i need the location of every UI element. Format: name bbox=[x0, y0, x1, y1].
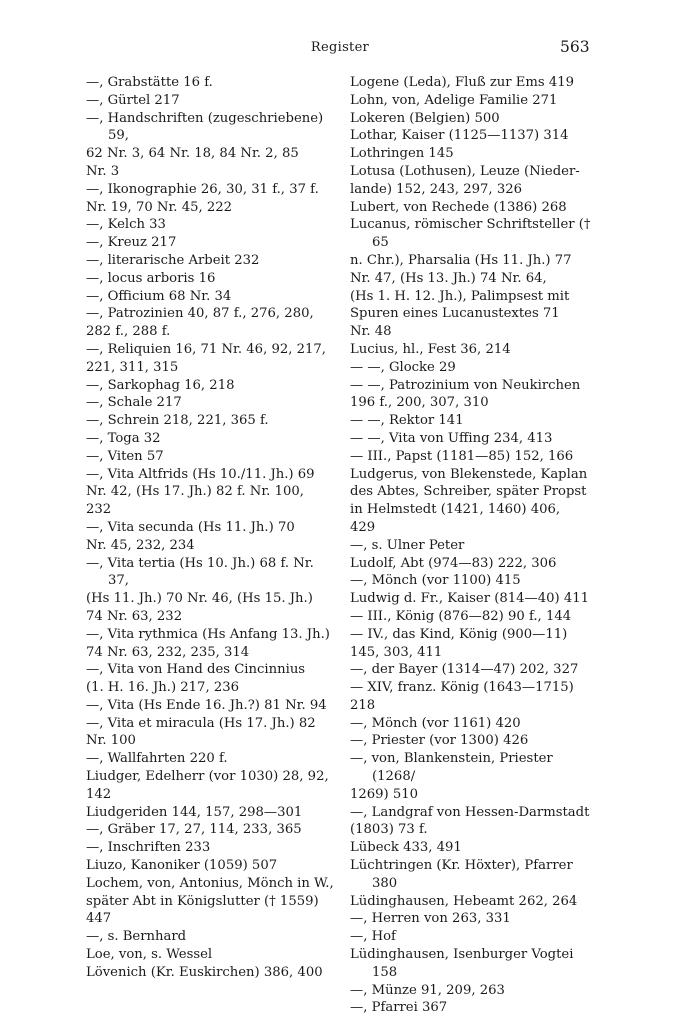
index-entry-line: — III., Papst (1181—85) 152, 166 bbox=[350, 448, 574, 464]
index-entry-line: Logene (Leda), Fluß zur Ems 419 bbox=[350, 75, 575, 90]
index-entry bbox=[86, 750, 338, 768]
page-header bbox=[0, 40, 700, 62]
index-entry-line: Ludolf, Abt (974—83) 222, 306 bbox=[350, 555, 557, 571]
index-entry-line: später Abt in Königslutter († 1559) bbox=[86, 893, 319, 909]
index-entry bbox=[86, 341, 338, 377]
index-entry bbox=[86, 448, 338, 466]
index-entry bbox=[86, 768, 338, 804]
index-entry-line: —, Vita rythmica (Hs Anfang 13. Jh.) bbox=[86, 626, 330, 642]
index-entry-line: —, literarische Arbeit 232 bbox=[86, 252, 260, 268]
index-entry bbox=[86, 839, 338, 857]
index-entry-line: Lubert, von Rechede (1386) 268 bbox=[350, 199, 567, 215]
index-entry-line: n. Chr.), Pharsalia (Hs 11. Jh.) 77 bbox=[350, 252, 572, 268]
index-entry-line: — XIV, franz. König (1643—1715) bbox=[350, 680, 574, 696]
index-entry bbox=[86, 430, 338, 448]
index-entry-line: 282 f., 288 f. bbox=[86, 324, 171, 340]
index-entry-line: Nr. 47, (Hs 13. Jh.) 74 Nr. 64, bbox=[350, 270, 547, 286]
index-entry bbox=[86, 928, 338, 946]
index-entry-line: —, Sarkophag 16, 218 bbox=[86, 377, 235, 393]
index-entry-line: (1. H. 16. Jh.) 217, 236 bbox=[86, 680, 240, 696]
index-entry-line: —, Schrein 218, 221, 365 f. bbox=[86, 413, 269, 429]
index-entry-line: —, Inschriften 233 bbox=[86, 840, 211, 856]
index-entry bbox=[86, 92, 338, 110]
index-entry-line: —, s. Ulner Peter bbox=[350, 537, 465, 553]
index-entry-line: des Abtes, Schreiber, später Propst bbox=[350, 484, 587, 500]
index-entry bbox=[350, 555, 600, 573]
index-entry bbox=[350, 661, 600, 679]
index-entry bbox=[86, 715, 338, 751]
index-entry-line: Spuren eines Lucanustextes 71 bbox=[350, 306, 560, 322]
index-entry-line: — —, Rektor 141 bbox=[350, 413, 464, 429]
index-entry-line: 447 bbox=[86, 911, 112, 927]
index-entry bbox=[350, 590, 600, 608]
index-entry bbox=[350, 893, 600, 911]
index-entry bbox=[86, 964, 338, 982]
index-entry bbox=[350, 839, 600, 857]
index-entry bbox=[350, 341, 600, 359]
index-entry-line: —, Patrozinien 40, 87 f., 276, 280, bbox=[86, 306, 314, 322]
index-entry-line: Loe, von, s. Wessel bbox=[86, 947, 213, 963]
index-entry bbox=[350, 715, 600, 733]
index-entry bbox=[350, 127, 600, 145]
index-entry-line: Nr. 48 bbox=[350, 324, 392, 340]
index-entry-line: —, Kreuz 217 bbox=[86, 235, 177, 251]
index-entry-line: Lokeren (Belgien) 500 bbox=[350, 110, 500, 126]
index-entry-line: Lucius, hl., Fest 36, 214 bbox=[350, 341, 511, 357]
index-entry-line: —, der Bayer (1314—47) 202, 327 bbox=[350, 662, 579, 678]
index-entry bbox=[350, 982, 600, 1000]
index-entry-line: 74 Nr. 63, 232 bbox=[86, 608, 183, 624]
index-entry bbox=[350, 448, 600, 466]
index-entry-line: 429 bbox=[350, 519, 376, 535]
index-entry-line: Liudgeriden 144, 157, 298—301 bbox=[86, 804, 303, 820]
index-entry-line: Lothar, Kaiser (1125—1137) 314 bbox=[350, 128, 569, 144]
index-entry-line: —, Grabstätte 16 f. bbox=[86, 75, 213, 90]
index-entry-line: —, Vita tertia (Hs 10. Jh.) 68 f. Nr. 37, bbox=[86, 555, 314, 589]
index-entry bbox=[350, 110, 600, 128]
index-entry bbox=[86, 412, 338, 430]
index-entry bbox=[350, 537, 600, 555]
index-entry-line: Lucanus, römischer Schriftsteller († 65 bbox=[350, 217, 591, 251]
index-entry-line: Nr. 45, 232, 234 bbox=[86, 537, 195, 553]
index-entry-line: —, Hof bbox=[350, 929, 396, 945]
index-entry bbox=[350, 910, 600, 928]
index-entry bbox=[86, 626, 338, 662]
index-entry-line: —, Pfarrei 367 bbox=[350, 1000, 448, 1016]
index-entry-line: Nr. 3 bbox=[86, 163, 120, 179]
index-entry-line: —, Wallfahrten 220 f. bbox=[86, 751, 228, 767]
index-entry bbox=[350, 145, 600, 163]
index-entry-line: —, Münze 91, 209, 263 bbox=[350, 982, 505, 998]
index-entry bbox=[86, 377, 338, 395]
index-entry-line: — III., König (876—82) 90 f., 144 bbox=[350, 608, 572, 624]
index-entry-line: 218 bbox=[350, 697, 376, 713]
index-entry bbox=[350, 163, 600, 199]
index-column-right bbox=[350, 74, 600, 1017]
index-entry-line: —, Gräber 17, 27, 114, 233, 365 bbox=[86, 822, 302, 838]
index-entry bbox=[350, 359, 600, 377]
index-entry-line: —, Officium 68 Nr. 34 bbox=[86, 288, 232, 304]
index-entry bbox=[86, 110, 338, 181]
index-entry bbox=[86, 875, 338, 928]
index-entry-line: Ludgerus, von Blekenstede, Kaplan bbox=[350, 466, 588, 482]
index-entry bbox=[350, 804, 600, 840]
index-entry bbox=[86, 821, 338, 839]
index-entry-line: — IV., das Kind, König (900—11) bbox=[350, 626, 568, 642]
index-entry bbox=[350, 750, 600, 803]
index-entry-line: (Hs 1. H. 12. Jh.), Palimpsest mit bbox=[350, 288, 570, 304]
index-entry-line: lande) 152, 243, 297, 326 bbox=[350, 181, 522, 197]
index-entry-line: —, Handschriften (zugeschriebene) 59, bbox=[86, 110, 324, 144]
index-entry-line: 74 Nr. 63, 232, 235, 314 bbox=[86, 644, 250, 660]
index-entry-line: Lübeck 433, 491 bbox=[350, 840, 462, 856]
index-column-left bbox=[86, 74, 338, 982]
index-entry-line: Liudger, Edelherr (vor 1030) 28, 92, bbox=[86, 769, 329, 785]
index-entry bbox=[86, 252, 338, 270]
index-entry bbox=[350, 74, 600, 92]
index-entry-line: —, Vita Altfrids (Hs 10./11. Jh.) 69 bbox=[86, 466, 315, 482]
index-entry-line: —, Kelch 33 bbox=[86, 217, 166, 233]
index-entry-line: Lothringen 145 bbox=[350, 146, 454, 162]
index-entry-line: —, Vita von Hand des Cincinnius bbox=[86, 662, 306, 678]
index-entry bbox=[86, 74, 338, 92]
index-entry bbox=[86, 946, 338, 964]
index-entry-line: —, locus arboris 16 bbox=[86, 270, 216, 286]
index-entry-line: —, Toga 32 bbox=[86, 430, 161, 446]
index-entry bbox=[350, 412, 600, 430]
index-entry bbox=[350, 999, 600, 1017]
index-entry-line: —, Vita et miracula (Hs 17. Jh.) 82 bbox=[86, 715, 316, 731]
index-entry-line: (1803) 73 f. bbox=[350, 822, 428, 838]
index-entry bbox=[86, 305, 338, 341]
index-entry-line: Liuzo, Kanoniker (1059) 507 bbox=[86, 858, 278, 874]
index-entry-line: —, Vita (Hs Ende 16. Jh.?) 81 Nr. 94 bbox=[86, 697, 327, 713]
index-entry bbox=[350, 679, 600, 715]
page-number: 563 bbox=[560, 38, 590, 56]
index-entry-line: Lochem, von, Antonius, Mönch in W., bbox=[86, 875, 334, 891]
index-entry-line: Nr. 19, 70 Nr. 45, 222 bbox=[86, 199, 233, 215]
index-entry bbox=[350, 377, 600, 413]
index-entry bbox=[86, 288, 338, 306]
index-entry-line: 62 Nr. 3, 64 Nr. 18, 84 Nr. 2, 85 bbox=[86, 146, 299, 162]
index-entry-line: Nr. 100 bbox=[86, 733, 136, 749]
index-entry-line: —, Reliquien 16, 71 Nr. 46, 92, 217, bbox=[86, 341, 326, 357]
index-entry-line: —, Ikonographie 26, 30, 31 f., 37 f. bbox=[86, 181, 319, 197]
index-entry-line: Ludwig d. Fr., Kaiser (814—40) 411 bbox=[350, 591, 590, 607]
index-entry bbox=[350, 732, 600, 750]
index-entry-line: —, Schale 217 bbox=[86, 395, 182, 411]
index-entry-line: —, von, Blankenstein, Priester (1268/ bbox=[350, 751, 553, 785]
index-entry bbox=[86, 555, 338, 626]
index-entry bbox=[86, 234, 338, 252]
index-entry bbox=[86, 270, 338, 288]
index-entry-line: Nr. 42, (Hs 17. Jh.) 82 f. Nr. 100, bbox=[86, 484, 304, 500]
index-entry bbox=[86, 394, 338, 412]
index-entry-line: 232 bbox=[86, 502, 112, 518]
index-entry-line: in Helmstedt (1421, 1460) 406, bbox=[350, 502, 561, 518]
index-entry-line: —, Mönch (vor 1161) 420 bbox=[350, 715, 521, 731]
index-entry-line: 145, 303, 411 bbox=[350, 644, 443, 660]
index-entry-line: Lotusa (Lothusen), Leuze (Nieder- bbox=[350, 163, 580, 179]
running-head: Register bbox=[310, 40, 370, 55]
index-entry bbox=[350, 466, 600, 537]
index-entry-line: —, Priester (vor 1300) 426 bbox=[350, 733, 529, 749]
index-entry bbox=[86, 181, 338, 217]
index-entry bbox=[350, 572, 600, 590]
index-entry-line: —, Herren von 263, 331 bbox=[350, 911, 511, 927]
index-entry-line: —, Viten 57 bbox=[86, 448, 164, 464]
index-entry bbox=[350, 946, 600, 982]
index-entry-line: — —, Vita von Uffing 234, 413 bbox=[350, 430, 553, 446]
index-entry bbox=[350, 216, 600, 341]
index-entry-line: (Hs 11. Jh.) 70 Nr. 46, (Hs 15. Jh.) bbox=[86, 591, 313, 607]
index-entry bbox=[86, 857, 338, 875]
index-entry-line: — —, Glocke 29 bbox=[350, 359, 456, 375]
index-entry-line: — —, Patrozinium von Neukirchen bbox=[350, 377, 581, 393]
index-entry bbox=[86, 519, 338, 555]
index-entry-line: —, Mönch (vor 1100) 415 bbox=[350, 573, 521, 589]
index-entry bbox=[86, 697, 338, 715]
index-entry-line: 142 bbox=[86, 786, 112, 802]
index-entry bbox=[350, 626, 600, 662]
index-entry bbox=[350, 92, 600, 110]
index-entry bbox=[86, 661, 338, 697]
index-entry-line: Lüdinghausen, Isenburger Vogtei 158 bbox=[350, 947, 574, 980]
index-entry-line: —, s. Bernhard bbox=[86, 929, 187, 945]
index-entry bbox=[350, 199, 600, 217]
index-entry bbox=[350, 928, 600, 946]
index-entry bbox=[86, 804, 338, 822]
index-entry-line: —, Gürtel 217 bbox=[86, 92, 180, 108]
index-entry-line: Lohn, von, Adelige Familie 271 bbox=[350, 92, 558, 108]
index-entry-line: Lüdinghausen, Hebeamt 262, 264 bbox=[350, 893, 578, 909]
index-entry bbox=[86, 466, 338, 519]
index-entry bbox=[86, 216, 338, 234]
index-entry-line: 196 f., 200, 307, 310 bbox=[350, 395, 489, 411]
index-entry-line: —, Vita secunda (Hs 11. Jh.) 70 bbox=[86, 519, 295, 535]
index-entry-line: —, Landgraf von Hessen-Darmstadt bbox=[350, 804, 590, 820]
index-entry-line: 1269) 510 bbox=[350, 786, 419, 802]
index-entry-line: Lövenich (Kr. Euskirchen) 386, 400 bbox=[86, 964, 323, 980]
index-entry bbox=[350, 430, 600, 448]
index-entry bbox=[350, 857, 600, 893]
index-entry bbox=[350, 608, 600, 626]
index-entry-line: Lüchtringen (Kr. Höxter), Pfarrer 380 bbox=[350, 858, 573, 891]
index-entry-line: 221, 311, 315 bbox=[86, 359, 179, 375]
